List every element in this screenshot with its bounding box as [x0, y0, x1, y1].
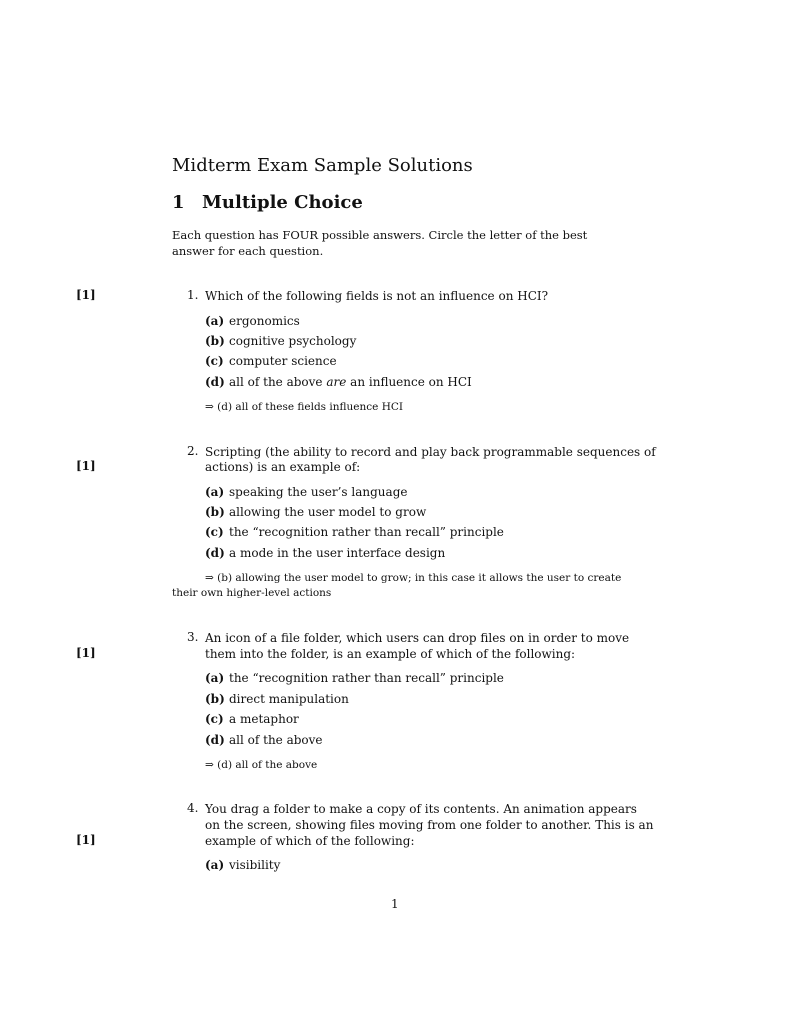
question-2-option-b	[205, 505, 426, 519]
question-4-option-a	[205, 858, 280, 872]
option-text: the “recognition rather than recall” principle	[229, 525, 504, 539]
option-text: a mode in the user interface design	[229, 546, 446, 560]
section-heading	[172, 192, 363, 213]
option-text: computer science	[229, 354, 337, 368]
option-letter: (a)	[205, 858, 225, 872]
question-1-option-c	[205, 354, 337, 368]
option-letter: (d)	[205, 375, 225, 389]
question-2-option-a	[205, 485, 407, 499]
question-4-text-line-2: on the screen, showing files moving from one folder to another. This is an	[205, 818, 654, 832]
section-title: Multiple Choice	[202, 192, 363, 213]
question-1-marks: [1]	[76, 288, 96, 302]
question-3-option-d	[205, 733, 323, 747]
question-3-number: 3.	[187, 630, 199, 644]
question-1-option-d	[205, 375, 472, 389]
option-text: allowing the user model to grow	[229, 505, 427, 519]
option-text-after: an influence on HCI	[346, 375, 472, 389]
option-letter: (c)	[205, 712, 224, 726]
question-4-text-line-3: example of which of the following:	[205, 834, 415, 848]
question-3-option-c	[205, 712, 299, 726]
question-1-option-b	[205, 334, 356, 348]
option-letter: (a)	[205, 671, 225, 685]
question-2-text-line-2: actions) is an example of:	[205, 460, 361, 474]
option-text: direct manipulation	[229, 692, 349, 706]
question-3-marks: [1]	[76, 646, 96, 660]
option-letter: (a)	[205, 485, 225, 499]
question-2-marks: [1]	[76, 459, 96, 473]
option-letter: (c)	[205, 525, 224, 539]
option-letter: (b)	[205, 334, 225, 348]
question-4-text-line-1: You drag a folder to make a copy of its contents. An animation appears	[205, 802, 637, 816]
option-letter: (a)	[205, 314, 225, 328]
section-number: 1	[172, 192, 185, 213]
question-2-option-d	[205, 546, 445, 560]
option-letter: (d)	[205, 733, 225, 747]
option-text: a metaphor	[229, 712, 299, 726]
page-number: 1	[391, 897, 399, 911]
question-4-number: 4.	[187, 801, 199, 815]
question-2-number: 2.	[187, 444, 199, 458]
option-text: visibility	[229, 858, 281, 872]
question-3-option-a	[205, 671, 504, 685]
question-2-text-line-1: Scripting (the ability to record and play back programmable sequences of	[205, 445, 656, 459]
question-1-option-a	[205, 314, 300, 328]
option-letter: (b)	[205, 692, 225, 706]
option-text: ergonomics	[229, 314, 300, 328]
option-text: the “recognition rather than recall” principle	[229, 671, 504, 685]
question-2-answer-line-1: ⇒ (b) allowing the user model to grow; in this case it allows the user to create	[205, 572, 622, 584]
question-1-text: Which of the following fields is not an influence on HCI?	[205, 289, 549, 303]
question-2-answer-line-2: their own higher-level actions	[172, 587, 332, 599]
option-text: speaking the user’s language	[229, 485, 408, 499]
question-3-text-line-2: them into the folder, is an example of which of the following:	[205, 647, 576, 661]
option-text-before: all of the above	[229, 375, 327, 389]
question-3-answer: ⇒ (d) all of the above	[205, 759, 318, 771]
option-letter: (b)	[205, 505, 225, 519]
question-3-option-b	[205, 692, 349, 706]
question-1-answer: ⇒ (d) all of these fields influence HCI	[205, 401, 404, 413]
question-3-text-line-1: An icon of a file folder, which users can drop files on in order to move	[205, 631, 630, 645]
document-title: Midterm Exam Sample Solutions	[172, 155, 473, 176]
option-text: all of the above	[229, 733, 323, 747]
option-letter: (c)	[205, 354, 224, 368]
option-letter: (d)	[205, 546, 225, 560]
option-text: cognitive psychology	[229, 334, 357, 348]
question-1-number: 1.	[187, 288, 199, 302]
instructions-paragraph: Each question has FOUR possible answers. Circle the letter of the best answer for each question.	[172, 228, 588, 258]
question-4-marks: [1]	[76, 833, 96, 847]
question-2-option-c	[205, 525, 504, 539]
option-text-emphasis: are	[326, 375, 347, 389]
